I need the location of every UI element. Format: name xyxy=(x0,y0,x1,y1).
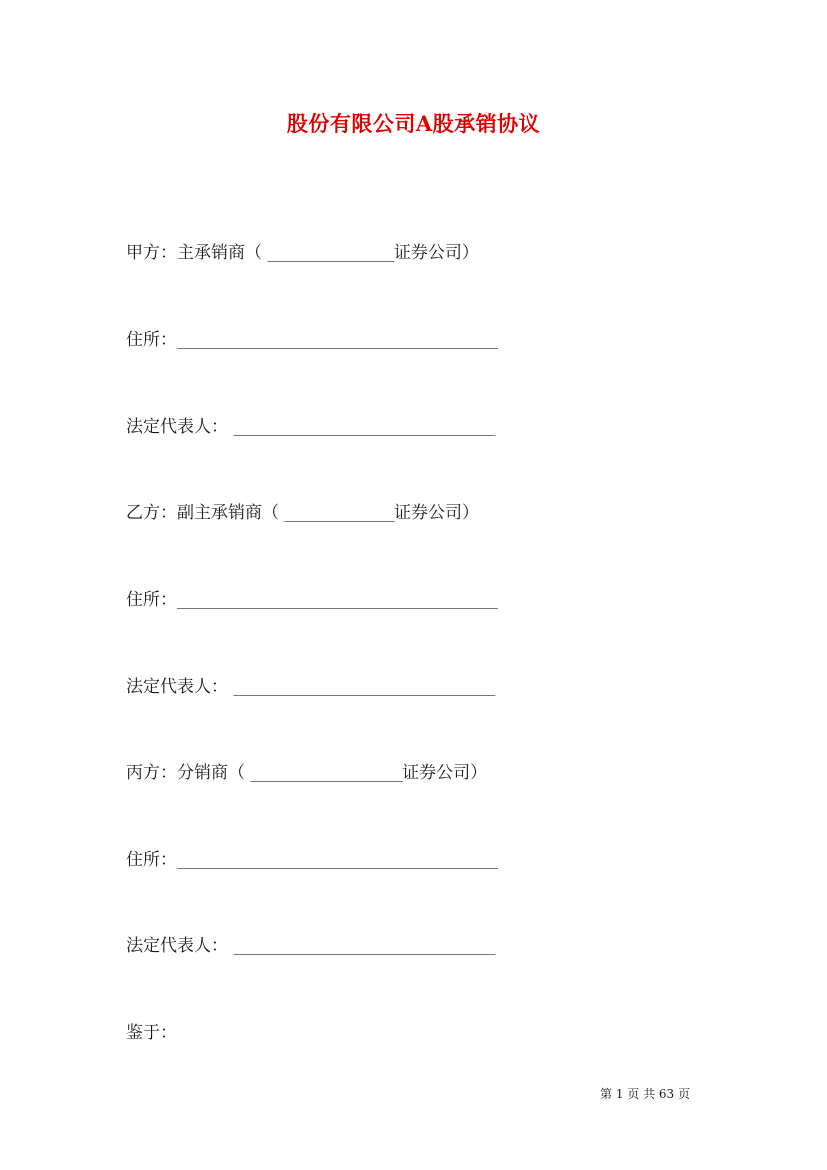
party-a-rep-label: 法定代表人： xyxy=(126,417,234,437)
party-c-rep-label: 法定代表人： xyxy=(126,936,234,956)
party-b-rep-label: 法定代表人： xyxy=(126,677,234,697)
party-a-blank: _______________ xyxy=(267,244,394,262)
party-a-address-label: 住所： xyxy=(126,330,177,350)
party-c-address-blank: ______________________________________ xyxy=(177,851,498,869)
document-title: 股份有限公司A股承销协议 xyxy=(286,111,541,136)
party-a-address-line xyxy=(126,329,497,351)
party-c-prefix: 丙方：分销商（ xyxy=(126,763,251,783)
party-c-blank: __________________ xyxy=(250,764,403,782)
party-c-address-label: 住所： xyxy=(126,850,177,870)
party-b-prefix: 乙方：副主承销商（ xyxy=(126,503,285,523)
party-c-line xyxy=(126,762,487,784)
party-a-rep-blank: _______________________________ xyxy=(233,418,495,436)
party-b-address-label: 住所： xyxy=(126,590,177,610)
party-b-blank: _____________ xyxy=(284,504,395,522)
party-c-suffix: 证券公司） xyxy=(402,763,488,783)
party-a-prefix: 甲方：主承销商（ xyxy=(126,243,268,263)
party-b-address-blank: ______________________________________ xyxy=(177,591,498,609)
party-b-suffix: 证券公司） xyxy=(394,503,480,523)
party-c-rep-line xyxy=(126,935,495,957)
whereas-heading: 鉴于： xyxy=(126,1023,177,1043)
page-number-footer: 第 1 页 共 63 页 xyxy=(600,1087,690,1101)
party-c-address-line xyxy=(126,849,497,871)
party-a-address-blank: ______________________________________ xyxy=(177,331,498,349)
party-a-suffix: 证券公司） xyxy=(393,243,479,263)
party-b-line xyxy=(126,502,479,524)
party-b-address-line xyxy=(126,589,497,611)
party-b-rep-line xyxy=(126,676,495,698)
party-b-rep-blank: _______________________________ xyxy=(233,678,495,696)
party-a-rep-line xyxy=(126,416,495,438)
party-c-rep-blank: _______________________________ xyxy=(233,937,495,955)
party-a-line xyxy=(126,242,479,264)
